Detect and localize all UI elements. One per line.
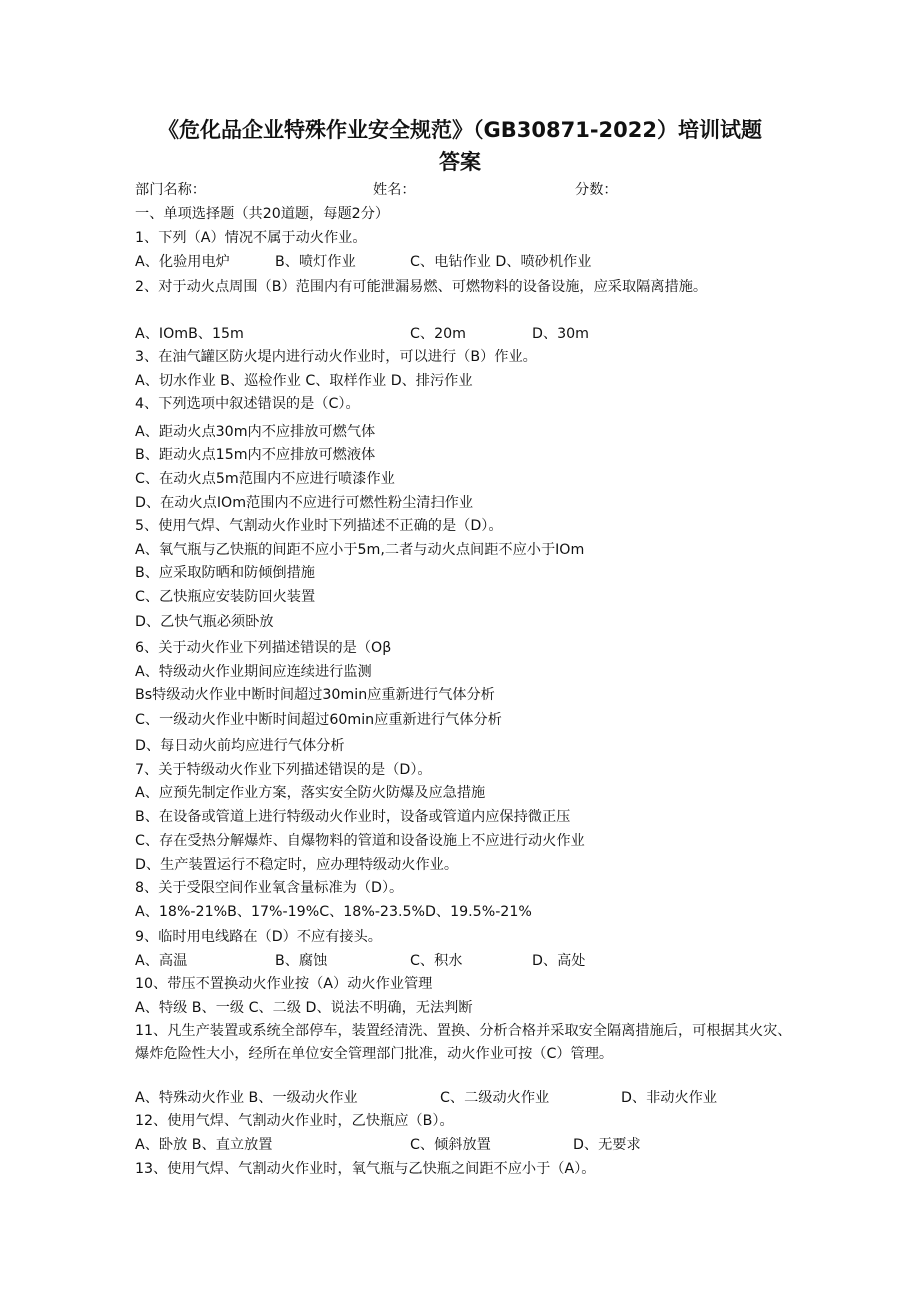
section-heading: 一、单项选择题（共20道题，每题2分） <box>135 206 390 222</box>
question-1: 1、下列（A）情况不属于动火作业。 <box>135 230 367 246</box>
title-line-1: 《危化品企业特殊作业安全规范》（GB30871-2022）培训试题 <box>158 118 762 142</box>
question-5: 5、使用气焊、气割动火作业时下列描述不正确的是（D）。 <box>135 518 503 534</box>
question-4: 4、下列选项中叙述错误的是（C）。 <box>135 396 360 412</box>
question-10-options: A、特级 B、一级 C、二级 D、说法不明确，无法判断 <box>135 1000 473 1016</box>
question-4-option-d: D、在动火点IOm范围内不应进行可燃性粉尘清扫作业 <box>135 495 474 511</box>
question-2: 2、对于动火点周围（B）范围内有可能泄漏易燃、可燃物料的设备设施，应采取隔离措施。 <box>135 279 708 295</box>
option-d: D、无要求 <box>573 1137 641 1153</box>
option-d: D、30m <box>532 326 589 342</box>
question-7-option-d: D、生产装置运行不稳定时，应办理特级动火作业。 <box>135 857 459 873</box>
option-c: C、倾斜放置 <box>410 1137 491 1153</box>
question-5-option-d: D、乙快气瓶必须卧放 <box>135 614 274 630</box>
question-5-option-c: C、乙快瓶应安装防回火装置 <box>135 589 316 605</box>
question-3-options: A、切水作业 B、巡检作业 C、取样作业 D、排污作业 <box>135 373 473 389</box>
question-9: 9、临时用电线路在（D）不应有接头。 <box>135 929 382 945</box>
option-d: D、高处 <box>532 953 586 969</box>
title-line-2: 答案 <box>439 150 481 174</box>
question-5-option-b: B、应采取防晒和防倾倒措施 <box>135 565 315 581</box>
question-7-option-a: A、应预先制定作业方案，落实安全防火防爆及应急措施 <box>135 785 486 801</box>
option-ab: A、卧放 B、直立放置 <box>135 1137 273 1153</box>
question-7-option-b: B、在设备或管道上进行特级动火作业时，设备或管道内应保持微正压 <box>135 809 571 825</box>
question-13: 13、使用气焊、气割动火作业时，氧气瓶与乙快瓶之间距不应小于（A）。 <box>135 1161 596 1177</box>
option-b: B、腐蚀 <box>275 953 328 969</box>
question-4-option-b: B、距动火点15m内不应排放可燃液体 <box>135 447 376 463</box>
question-6: 6、关于动火作业下列描述错误的是（Oβ <box>135 640 392 656</box>
dept-label: 部门名称： <box>135 182 206 198</box>
option-c: C、积水 <box>410 953 463 969</box>
option-c: C、二级动火作业 <box>440 1090 550 1106</box>
question-5-option-a: A、氧气瓶与乙快瓶的间距不应小于5m,二者与动火点间距不应小于IOm <box>135 542 585 558</box>
question-10: 10、带压不置换动火作业按（A）动火作业管理 <box>135 976 433 992</box>
question-4-option-c: C、在动火点5m范围内不应进行喷漆作业 <box>135 471 395 487</box>
name-label: 姓名： <box>373 182 416 198</box>
option-ab: A、特殊动火作业 B、一级动火作业 <box>135 1090 358 1106</box>
question-7: 7、关于特级动火作业下列描述错误的是（D）。 <box>135 762 432 778</box>
question-6-option-c: C、一级动火作业中断时间超过60min应重新进行气体分析 <box>135 712 502 728</box>
document-title <box>0 114 920 178</box>
question-6-option-b: Bs特级动火作业中断时间超过30min应重新进行气体分析 <box>135 687 495 703</box>
option-a: A、化验用电炉 <box>135 254 230 270</box>
option-b: B、喷灯作业 <box>275 254 356 270</box>
question-3: 3、在油气罐区防火堤内进行动火作业时，可以进行（B）作业。 <box>135 349 537 365</box>
option-c: C、20m <box>410 326 466 342</box>
question-7-option-c: C、存在受热分解爆炸、自爆物料的管道和设备设施上不应进行动火作业 <box>135 833 585 849</box>
option-cd: C、电钻作业 D、喷砂机作业 <box>410 254 592 270</box>
question-6-option-a: A、特级动火作业期间应连续进行监测 <box>135 664 372 680</box>
option-d: D、非动火作业 <box>621 1090 718 1106</box>
question-8-options: A、18%-21%B、17%-19%C、18%-23.5%D、19.5%-21% <box>135 904 532 920</box>
question-12: 12、使用气焊、气割动火作业时，乙快瓶应（B）。 <box>135 1113 454 1129</box>
question-11: 11、凡生产装置或系统全部停车，装置经清洗、置换、分析合格并采取安全隔离措施后，可根据其火灾、爆炸危险性大小，经所在单位安全管理部门批准，动火作业可按（C）管理。 <box>135 1023 792 1062</box>
question-4-option-a: A、距动火点30m内不应排放可燃气体 <box>135 424 376 440</box>
question-6-option-d: D、每日动火前均应进行气体分析 <box>135 738 345 754</box>
option-ab: A、IOmB、15m <box>135 326 244 342</box>
score-label: 分数： <box>575 182 618 198</box>
question-8: 8、关于受限空间作业氧含量标准为（D）。 <box>135 880 404 896</box>
option-a: A、高温 <box>135 953 188 969</box>
